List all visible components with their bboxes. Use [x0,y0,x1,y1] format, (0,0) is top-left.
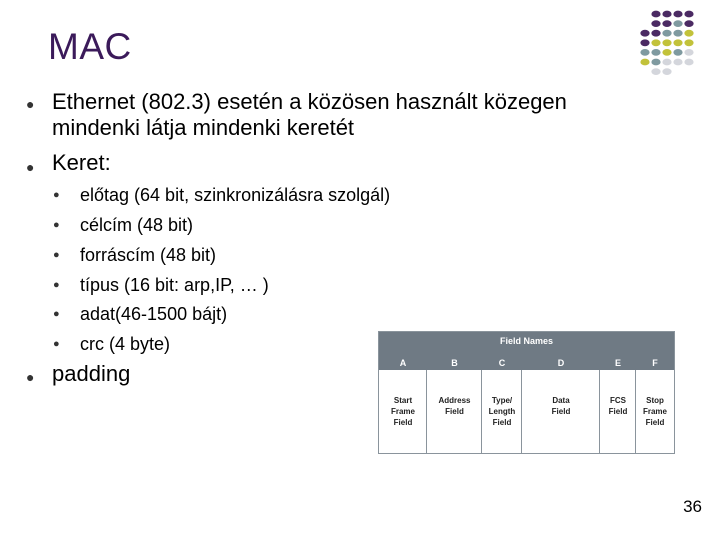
field-name-type-length: Type/ Length Field [488,396,516,427]
sub-bullet-icon: ● [53,338,60,350]
column-letter: B [451,358,458,368]
table-heading: Field Names [499,336,554,346]
decorative-dot [662,59,671,66]
decorative-dot [651,39,660,46]
decorative-dot [662,30,671,37]
decorative-dot [651,11,660,18]
decorative-dot [684,30,693,37]
decorative-dot [673,11,682,18]
sub-bullet-destination: célcím (48 bit) [80,215,194,235]
sub-bullet-crc: crc (4 byte) [80,334,171,354]
decorative-dot [673,39,682,46]
table-header [379,332,674,370]
slide-title: MAC [48,26,132,67]
decorative-dot [662,49,671,56]
field-name-start-frame: Start Frame Field [390,396,415,427]
field-name-data: Data Field [551,396,571,416]
decorative-dot [684,59,693,66]
decorative-dot [673,49,682,56]
column-letter: A [399,358,407,368]
frame-fields-table [378,331,675,454]
column-letter: E [614,358,621,368]
decorative-dot [673,20,682,27]
field-name-stop-frame: Stop Frame Field [642,396,667,427]
field-name-address: Address Field [438,396,471,416]
decorative-dot [662,20,671,27]
decorative-dot [651,20,660,27]
decorative-dot [651,30,660,37]
sub-bullet-icon: ● [53,279,60,291]
sub-bullet-preamble: előtag (64 bit, szinkronizálásra szolgál) [80,185,391,205]
sub-bullet-icon: ● [53,189,60,201]
bullet-padding: padding [52,361,131,386]
bullet-icon: ● [26,159,35,175]
column-letter: D [557,358,565,368]
bullet-icon: ● [26,96,35,112]
decorative-dot [640,49,649,56]
field-name-fcs: FCS Field [608,396,628,416]
decorative-dot [640,39,649,46]
bullet-ethernet: Ethernet (802.3) esetén a közösen használt közegen mindenki látja mindenki keretét [52,89,567,140]
decorative-dot-grid [640,10,696,80]
decorative-dot [684,49,693,56]
decorative-dot [662,11,671,18]
decorative-dot [684,39,693,46]
decorative-dot [640,30,649,37]
decorative-dot [640,59,649,66]
sub-bullet-icon: ● [53,219,60,231]
decorative-dot [651,68,660,75]
decorative-dot [651,59,660,66]
page-number: 36 [683,497,702,516]
decorative-dot [662,68,671,75]
decorative-dot [662,39,671,46]
bullet-icon: ● [26,369,35,385]
sub-bullet-type: típus (16 bit: arp,IP, … ) [80,275,269,295]
decorative-dot [673,30,682,37]
sub-bullet-icon: ● [53,308,60,320]
decorative-dot [651,49,660,56]
sub-bullet-icon: ● [53,249,60,261]
sub-bullet-data: adat(46-1500 bájt) [80,304,228,324]
decorative-dot [684,11,693,18]
sub-bullet-source: forráscím (48 bit) [80,245,217,265]
column-letter: C [498,358,506,368]
decorative-dot [673,59,682,66]
decorative-dot [684,20,693,27]
column-letter: F [652,358,658,368]
bullet-keret: Keret: [52,150,111,175]
